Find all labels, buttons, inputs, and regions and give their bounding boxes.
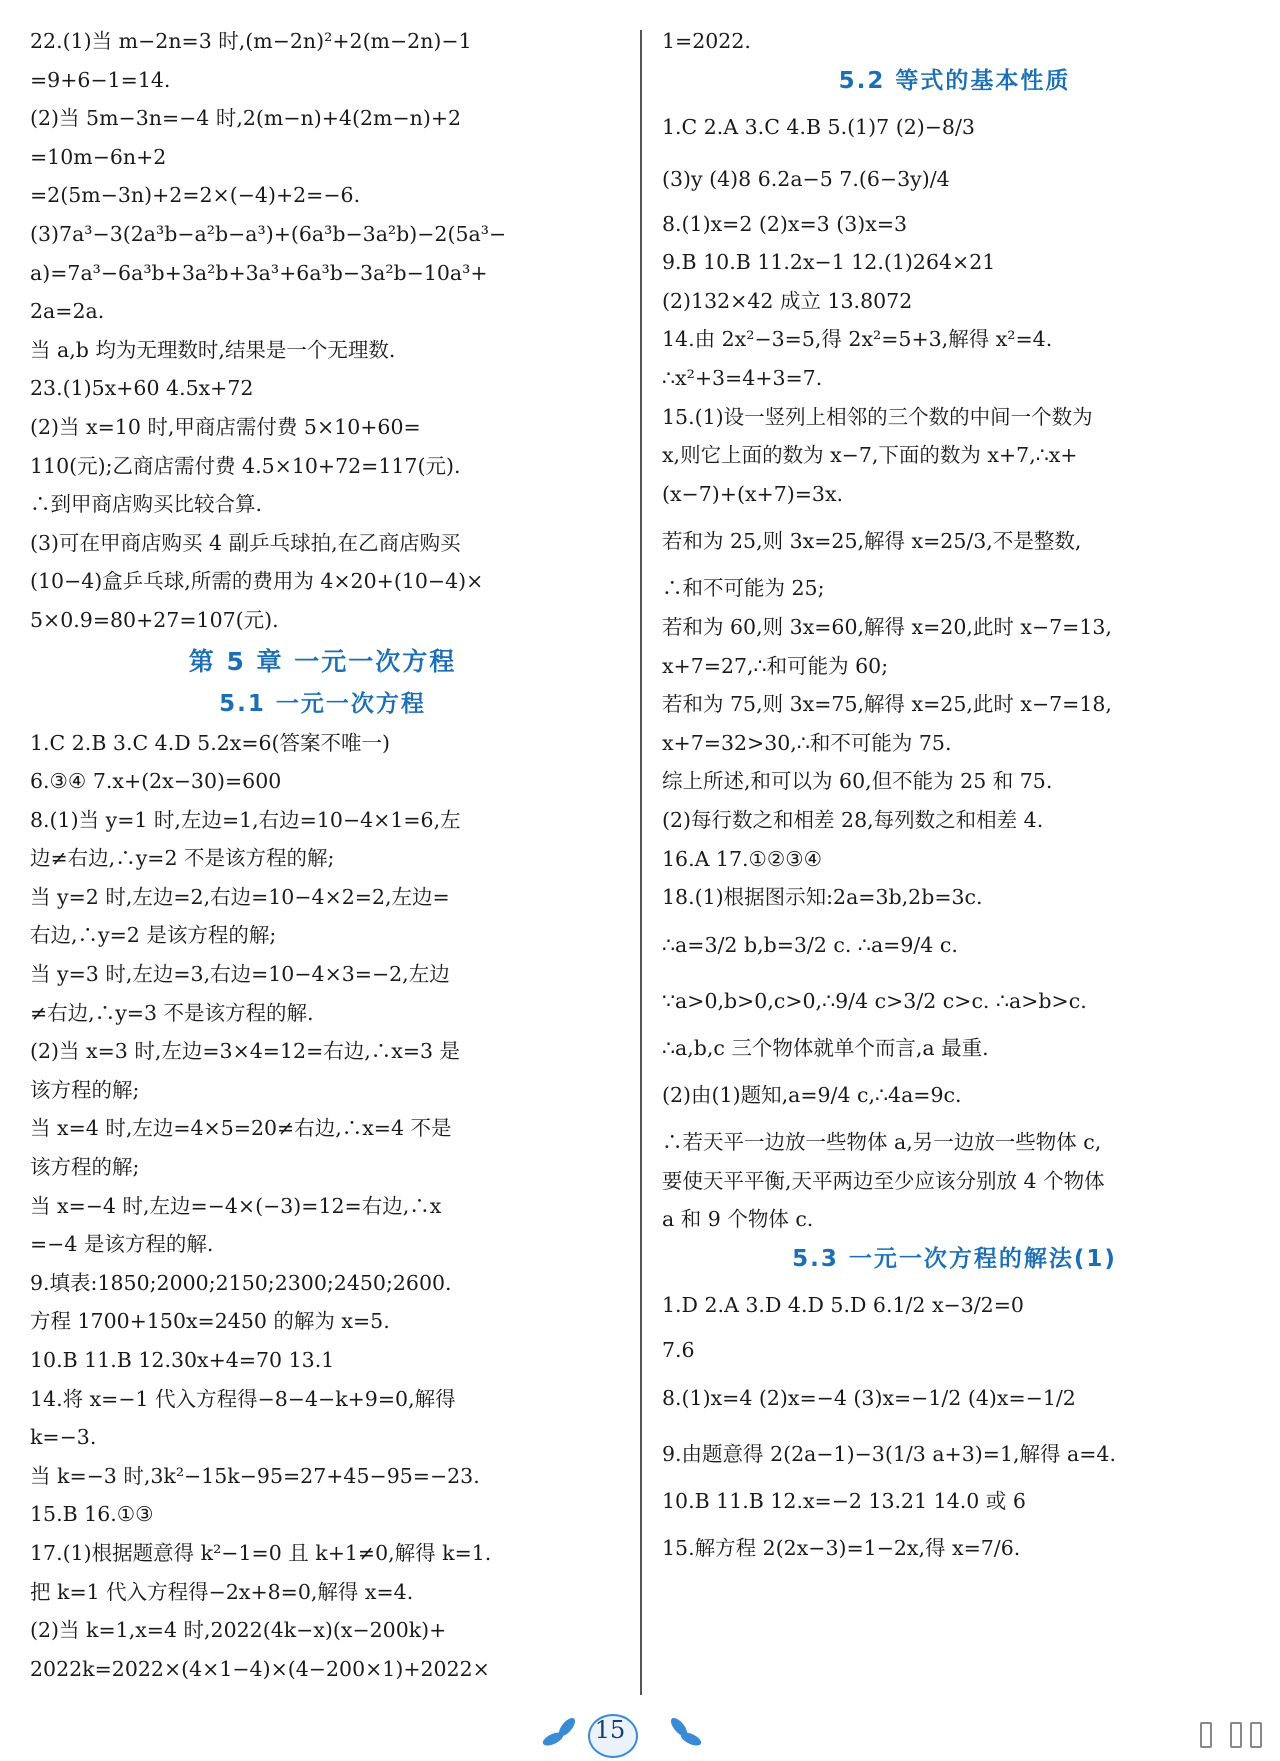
text-line: =9+6−1=14. <box>30 67 171 92</box>
text-line: 右边,∴y=2 是该方程的解; <box>30 923 277 948</box>
text-line: 18.(1)根据图示知:2a=3b,2b=3c. <box>662 885 983 910</box>
text-line: (2)当 x=10 时,甲商店需付费 5×10+60= <box>30 414 421 439</box>
text-line: (3)y (4)8 6.2a−5 7.(6−3y)/4 <box>662 166 950 191</box>
text-line: 综上所述,和可以为 60,但不能为 25 和 75. <box>662 769 1053 794</box>
text-line: (2)当 x=3 时,左边=3×4=12=右边,∴x=3 是 <box>30 1039 461 1064</box>
section-heading: 5.3 一元一次方程的解法(1) <box>792 1246 1117 1273</box>
text-line: ∴x²+3=4+3=7. <box>662 365 823 390</box>
chapter-heading: 第 5 章 一元一次方程 <box>188 646 457 676</box>
text-line: k=−3. <box>30 1425 97 1450</box>
text-line: ∵a>0,b>0,c>0,∴9/4 c>3/2 c>c. ∴a>b>c. <box>662 988 1087 1013</box>
text-line: =10m−6n+2 <box>30 144 167 169</box>
text-line: 9.填表:1850;2000;2150;2300;2450;2600. <box>30 1270 452 1295</box>
text-line: 2022k=2022×(4×1−4)×(4−200×1)+2022× <box>30 1656 490 1681</box>
text-line: (2)132×42 成立 13.8072 <box>662 288 913 313</box>
text-line: 当 y=3 时,左边=3,右边=10−4×3=−2,左边 <box>30 962 450 987</box>
text-line: 14.将 x=−1 代入方程得−8−4−k+9=0,解得 <box>30 1386 456 1411</box>
text-line: ∴a,b,c 三个物体就单个而言,a 最重. <box>662 1035 989 1060</box>
text-line: 5×0.9=80+27=107(元). <box>30 607 279 632</box>
text-line: 15.(1)设一竖列上相邻的三个数的中间一个数为 <box>662 404 1093 429</box>
text-line: 当 x=4 时,左边=4×5=20≠右边,∴x=4 不是 <box>30 1116 452 1141</box>
text-line: (10−4)盒乒乓球,所需的费用为 4×20+(10−4)× <box>30 569 484 594</box>
text-line: 1.C 2.A 3.C 4.B 5.(1)7 (2)−8/3 <box>662 114 975 139</box>
text-line: 14.由 2x²−3=5,得 2x²=5+3,解得 x²=4. <box>662 327 1053 352</box>
text-line: 当 a,b 均为无理数时,结果是一个无理数. <box>30 337 396 362</box>
text-line: 6.③④ 7.x+(2x−30)=600 <box>30 769 282 794</box>
text-line: 1.C 2.B 3.C 4.D 5.2x=6(答案不唯一) <box>30 730 391 755</box>
text-line: a 和 9 个物体 c. <box>662 1207 814 1232</box>
text-line: 若和为 25,则 3x=25,解得 x=25/3,不是整数, <box>662 529 1082 554</box>
text-line: 边≠右边,∴y=2 不是该方程的解; <box>30 846 335 871</box>
text-line: 该方程的解; <box>30 1077 140 1102</box>
text-line: =−4 是该方程的解. <box>30 1232 214 1257</box>
text-line: 8.(1)当 y=1 时,左边=1,右边=10−4×1=6,左 <box>30 807 461 832</box>
text-line: 若和为 75,则 3x=75,解得 x=25,此时 x−7=18, <box>662 692 1112 717</box>
text-line: (x−7)+(x+7)=3x. <box>662 481 844 506</box>
text-line: 8.(1)x=2 (2)x=3 (3)x=3 <box>662 211 908 236</box>
text-line: =2(5m−3n)+2=2×(−4)+2=−6. <box>30 183 361 208</box>
text-line: 17.(1)根据题意得 k²−1=0 且 k+1≠0,解得 k=1. <box>30 1540 492 1565</box>
text-line: 9.B 10.B 11.2x−1 12.(1)264×21 <box>662 250 996 275</box>
text-line: a)=7a³−6a³b+3a²b+3a³+6a³b−3a²b−10a³+ <box>30 260 488 285</box>
column-divider <box>640 30 642 1695</box>
text-line: 当 x=−4 时,左边=−4×(−3)=12=右边,∴x <box>30 1193 442 1218</box>
text-line: 9.由题意得 2(2a−1)−3(1/3 a+3)=1,解得 a=4. <box>662 1441 1116 1466</box>
text-line: x+7=32>30,∴和不可能为 75. <box>662 730 952 755</box>
text-line: 1=2022. <box>662 29 751 53</box>
text-line: x,则它上面的数为 x−7,下面的数为 x+7,∴x+ <box>662 443 1078 468</box>
watermark-icon <box>1200 1722 1280 1752</box>
text-line: ∴若天平一边放一些物体 a,另一边放一些物体 c, <box>662 1130 1102 1155</box>
right-column <box>662 22 1247 1576</box>
text-line: (2)当 k=1,x=4 时,2022(4k−x)(x−200k)+ <box>30 1618 447 1643</box>
text-line: 10.B 11.B 12.30x+4=70 13.1 <box>30 1348 335 1372</box>
text-line: 15.解方程 2(2x−3)=1−2x,得 x=7/6. <box>662 1536 1021 1561</box>
text-line: 若和为 60,则 3x=60,解得 x=20,此时 x−7=13, <box>662 614 1112 639</box>
text-line: x+7=27,∴和可能为 60; <box>662 653 889 678</box>
text-line: 方程 1700+150x=2450 的解为 x=5. <box>30 1309 390 1334</box>
text-line: 110(元);乙商店需付费 4.5×10+72=117(元). <box>30 453 461 478</box>
text-line: 当 y=2 时,左边=2,右边=10−4×2=2,左边= <box>30 884 450 909</box>
text-line: 8.(1)x=4 (2)x=−4 (3)x=−1/2 (4)x=−1/2 <box>662 1385 1076 1410</box>
text-line: 22.(1)当 m−2n=3 时,(m−2n)²+2(m−2n)−1 <box>30 29 472 53</box>
text-line: (3)7a³−3(2a³b−a²b−a³)+(6a³b−3a²b)−2(5a³− <box>30 221 507 246</box>
text-line: 当 k=−3 时,3k²−15k−95=27+45−95=−23. <box>30 1463 480 1488</box>
text-line: ∴和不可能为 25; <box>662 576 825 601</box>
section-heading: 5.2 等式的基本性质 <box>838 67 1071 94</box>
text-line: (2)每行数之和相差 28,每列数之和相差 4. <box>662 807 1044 832</box>
text-line: ∴a=3/2 b,b=3/2 c. ∴a=9/4 c. <box>662 932 958 957</box>
leaf-ornament-icon <box>556 1715 578 1738</box>
text-line: 要使天平平衡,天平两边至少应该分别放 4 个物体 <box>662 1168 1105 1193</box>
page-number: 15 <box>594 1716 626 1744</box>
text-line: ∴到甲商店购买比较合算. <box>30 492 263 517</box>
text-line: 2a=2a. <box>30 299 105 324</box>
text-line: (2)当 5m−3n=−4 时,2(m−n)+4(2m−n)+2 <box>30 106 462 131</box>
text-line: 1.D 2.A 3.D 4.D 5.D 6.1/2 x−3/2=0 <box>662 1293 1024 1318</box>
left-column <box>30 22 615 1688</box>
text-line: (2)由(1)题知,a=9/4 c,∴4a=9c. <box>662 1083 962 1108</box>
text-line: 16.A 17.①②③④ <box>662 846 823 871</box>
text-line: ≠右边,∴y=3 不是该方程的解. <box>30 1000 314 1025</box>
text-line: (3)可在甲商店购买 4 副乒乓球拍,在乙商店购买 <box>30 530 461 555</box>
page-footer <box>540 1712 740 1757</box>
section-heading: 5.1 一元一次方程 <box>219 690 426 717</box>
text-line: 15.B 16.①③ <box>30 1502 154 1527</box>
text-line: 该方程的解; <box>30 1155 140 1180</box>
text-line: 把 k=1 代入方程得−2x+8=0,解得 x=4. <box>30 1579 414 1604</box>
text-line: 7.6 <box>662 1338 695 1363</box>
text-line: 23.(1)5x+60 4.5x+72 <box>30 376 254 401</box>
text-line: 10.B 11.B 12.x=−2 13.21 14.0 或 6 <box>662 1488 1026 1513</box>
